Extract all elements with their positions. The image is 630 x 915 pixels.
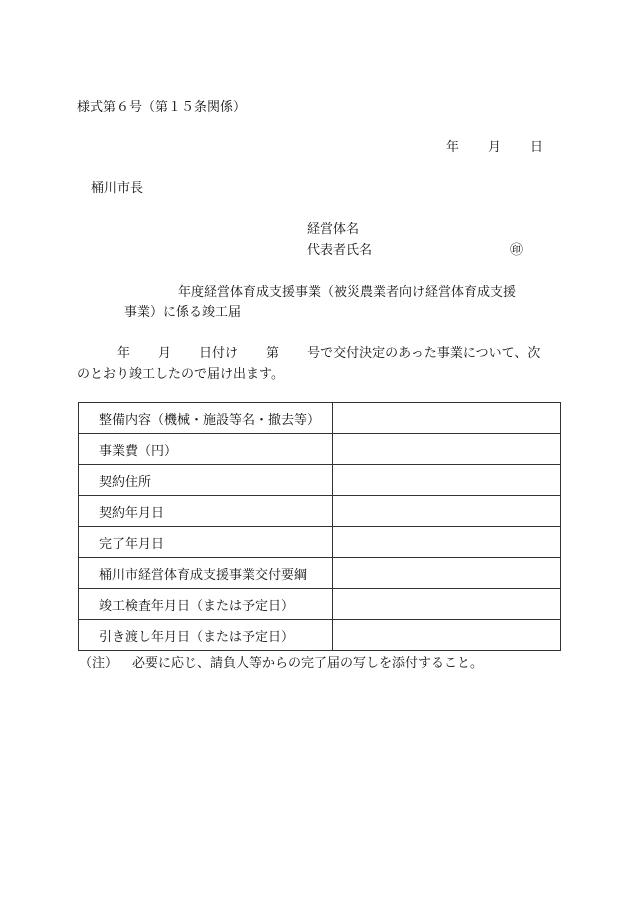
- row-value: [333, 558, 561, 589]
- row-value: [333, 465, 561, 496]
- business-name-label: 経営体名: [307, 222, 360, 237]
- table-row: [79, 558, 561, 589]
- seal-mark: ㊞: [510, 243, 524, 258]
- date-year: 年: [446, 140, 460, 155]
- row-label: 竣工検査年月日（または予定日）: [79, 589, 333, 620]
- row-value: [333, 527, 561, 558]
- date-line: [446, 140, 543, 156]
- completion-details-table: [78, 402, 561, 651]
- body-line2: のとおり竣工したので届け出ます。: [77, 367, 284, 382]
- body-dated: 日付け: [199, 346, 239, 361]
- note-text: 必要に応じ、請負人等からの完了届の写しを添付すること。: [132, 656, 484, 671]
- table-row: [79, 589, 561, 620]
- document-title-line1: 年度経営体育成支援事業（被災農業者向け経営体育成支援: [178, 285, 517, 300]
- body-month: 月: [158, 346, 172, 361]
- row-label: 事業費（円）: [79, 434, 333, 465]
- date-day: 日: [530, 140, 544, 155]
- row-value: [333, 620, 561, 651]
- body-number-prefix: 第: [266, 346, 280, 361]
- representative-label: 代表者氏名: [307, 243, 373, 258]
- table-row: [79, 527, 561, 558]
- row-label: 完了年月日: [79, 527, 333, 558]
- table-row: [79, 434, 561, 465]
- table-row: [79, 496, 561, 527]
- body-line1-rest: 号で交付決定のあった事業について、次: [307, 346, 541, 361]
- note: [79, 656, 483, 672]
- row-label: 桶川市経営体育成支援事業交付要綱: [79, 558, 333, 589]
- row-value: [333, 434, 561, 465]
- row-label: 契約住所: [79, 465, 333, 496]
- document-title-line2: 事業）に係る竣工届: [124, 305, 242, 320]
- table-row: [79, 465, 561, 496]
- row-value: [333, 589, 561, 620]
- addressee: 桶川市長: [91, 181, 144, 196]
- row-value: [333, 496, 561, 527]
- table-row: [79, 403, 561, 434]
- body-year: 年: [117, 346, 131, 361]
- note-marker: （注）: [79, 656, 119, 671]
- date-month: 月: [488, 140, 502, 155]
- form-number: 様式第６号（第１５条関係）: [77, 100, 247, 115]
- row-label: 引き渡し年月日（または予定日）: [79, 620, 333, 651]
- row-label: 契約年月日: [79, 496, 333, 527]
- row-value: [333, 403, 561, 434]
- table-row: [79, 620, 561, 651]
- row-label: 整備内容（機械・施設等名・撤去等）: [79, 403, 333, 434]
- body-line1: [77, 346, 540, 362]
